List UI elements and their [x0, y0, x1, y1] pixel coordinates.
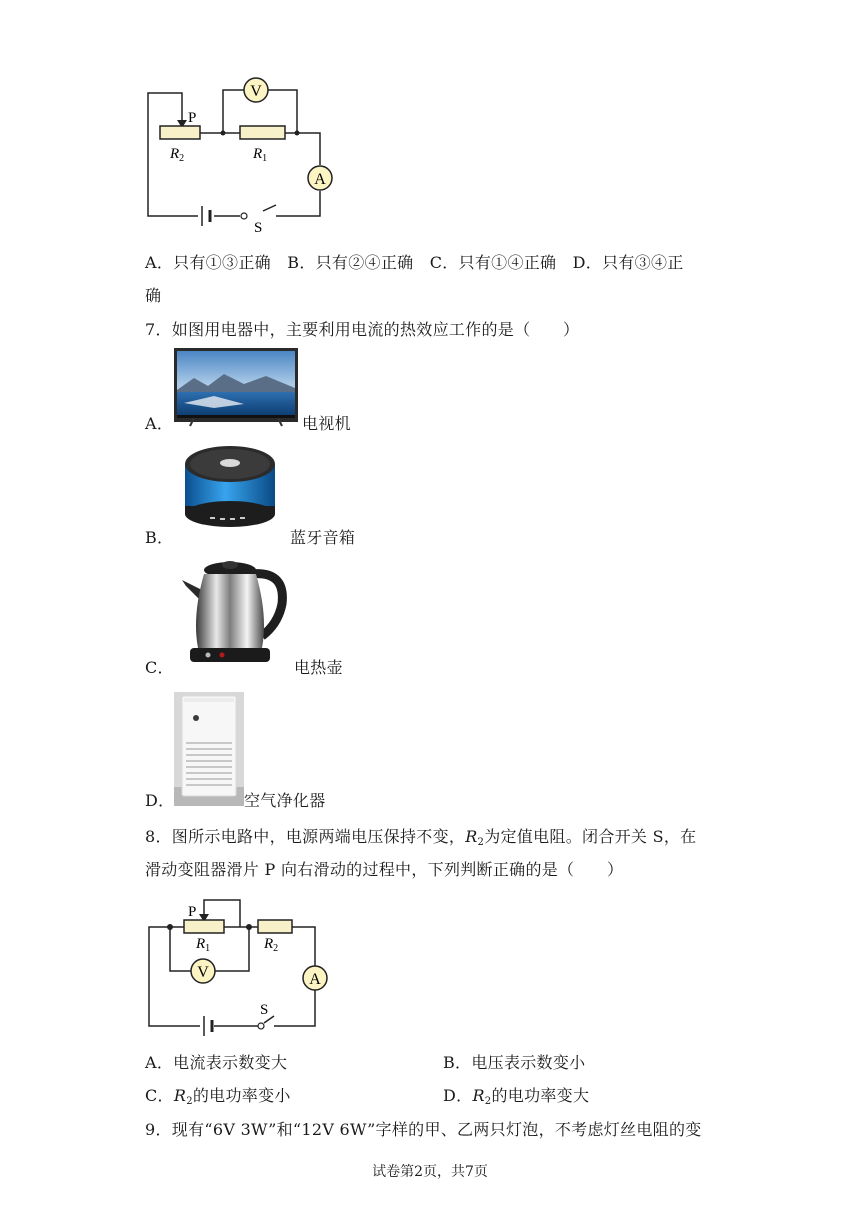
q8-option-a: A．电流表示数变大 [145, 1053, 288, 1072]
q6-slider-label: P [188, 110, 197, 126]
q7-stem: 7．如图用电器中，主要利用电流的热效应工作的是（ ） [145, 320, 580, 339]
q8-voltmeter-label: V [197, 964, 209, 981]
q6-r1-label: $R_1$ [253, 146, 268, 164]
q8-resistor-r2 [258, 920, 292, 933]
q8-option-d: D．$R_2$的电功率变大 [443, 1086, 590, 1107]
q6-r2-label: $R_2$ [170, 146, 185, 164]
bluetooth-speaker-image [182, 442, 278, 532]
q6-options-line1: A．只有①③正确 B．只有②④正确 C．只有①④正确 D．只有③④正 [145, 253, 684, 272]
q7-option-c-label: 电热壶 [294, 658, 343, 677]
q6-resistor-r1 [240, 126, 285, 139]
q8-stem-part1: 8．图所示电路中，电源两端电压保持不变， [145, 827, 466, 846]
q8-stem-line1 [145, 826, 696, 854]
q8-r1-label: $R_1$ [196, 936, 211, 954]
air-purifier-image [174, 692, 244, 806]
q6-circuit-diagram [140, 68, 340, 238]
q8-switch-label: S [260, 1002, 269, 1018]
q7-option-a-label: 电视机 [302, 414, 351, 433]
q8-r2-label: $R_2$ [264, 936, 279, 954]
q7-option-c-letter: C． [145, 658, 174, 677]
q7-option-b-label: 蓝牙音箱 [290, 528, 356, 547]
q8-circuit-diagram [140, 896, 340, 1036]
q8-slider-label: P [188, 904, 197, 920]
q7-option-a-letter: A． [145, 414, 174, 433]
q6-ammeter-label: A [314, 171, 326, 188]
q6-switch-label: S [254, 220, 263, 236]
page-footer: 试卷第2页，共7页 [372, 1164, 488, 1180]
q6-resistor-r2 [160, 126, 200, 139]
q8-option-b: B．电压表示数变小 [443, 1053, 586, 1072]
q8-option-c: C．$R_2$的电功率变小 [145, 1086, 291, 1107]
tv-image [174, 348, 298, 428]
q8-stem-line2: 滑动变阻器滑片 P 向右滑动的过程中，下列判断正确的是（ ） [145, 860, 624, 879]
q7-option-b-letter: B． [145, 528, 174, 547]
q8-resistor-r1 [184, 920, 224, 933]
q6-switch-pivot [241, 213, 247, 219]
q8-stem-r2: $R_2$ [465, 827, 485, 848]
q8-ammeter-label: A [309, 971, 321, 988]
q6-options-line2: 确 [145, 286, 162, 305]
q7-option-d-label: 空气净化器 [244, 791, 326, 810]
electric-kettle-image [178, 556, 290, 668]
q6-voltmeter-label: V [250, 83, 262, 100]
q8-switch-pivot [258, 1023, 264, 1029]
q8-stem-part2: 为定值电阻。闭合开关 S，在 [484, 827, 697, 846]
q9-stem-line1: 9．现有“6V 3W”和“12V 6W”字样的甲、乙两只灯泡，不考虑灯丝电阻的变 [145, 1120, 702, 1139]
q7-option-d-letter: D． [145, 791, 175, 810]
